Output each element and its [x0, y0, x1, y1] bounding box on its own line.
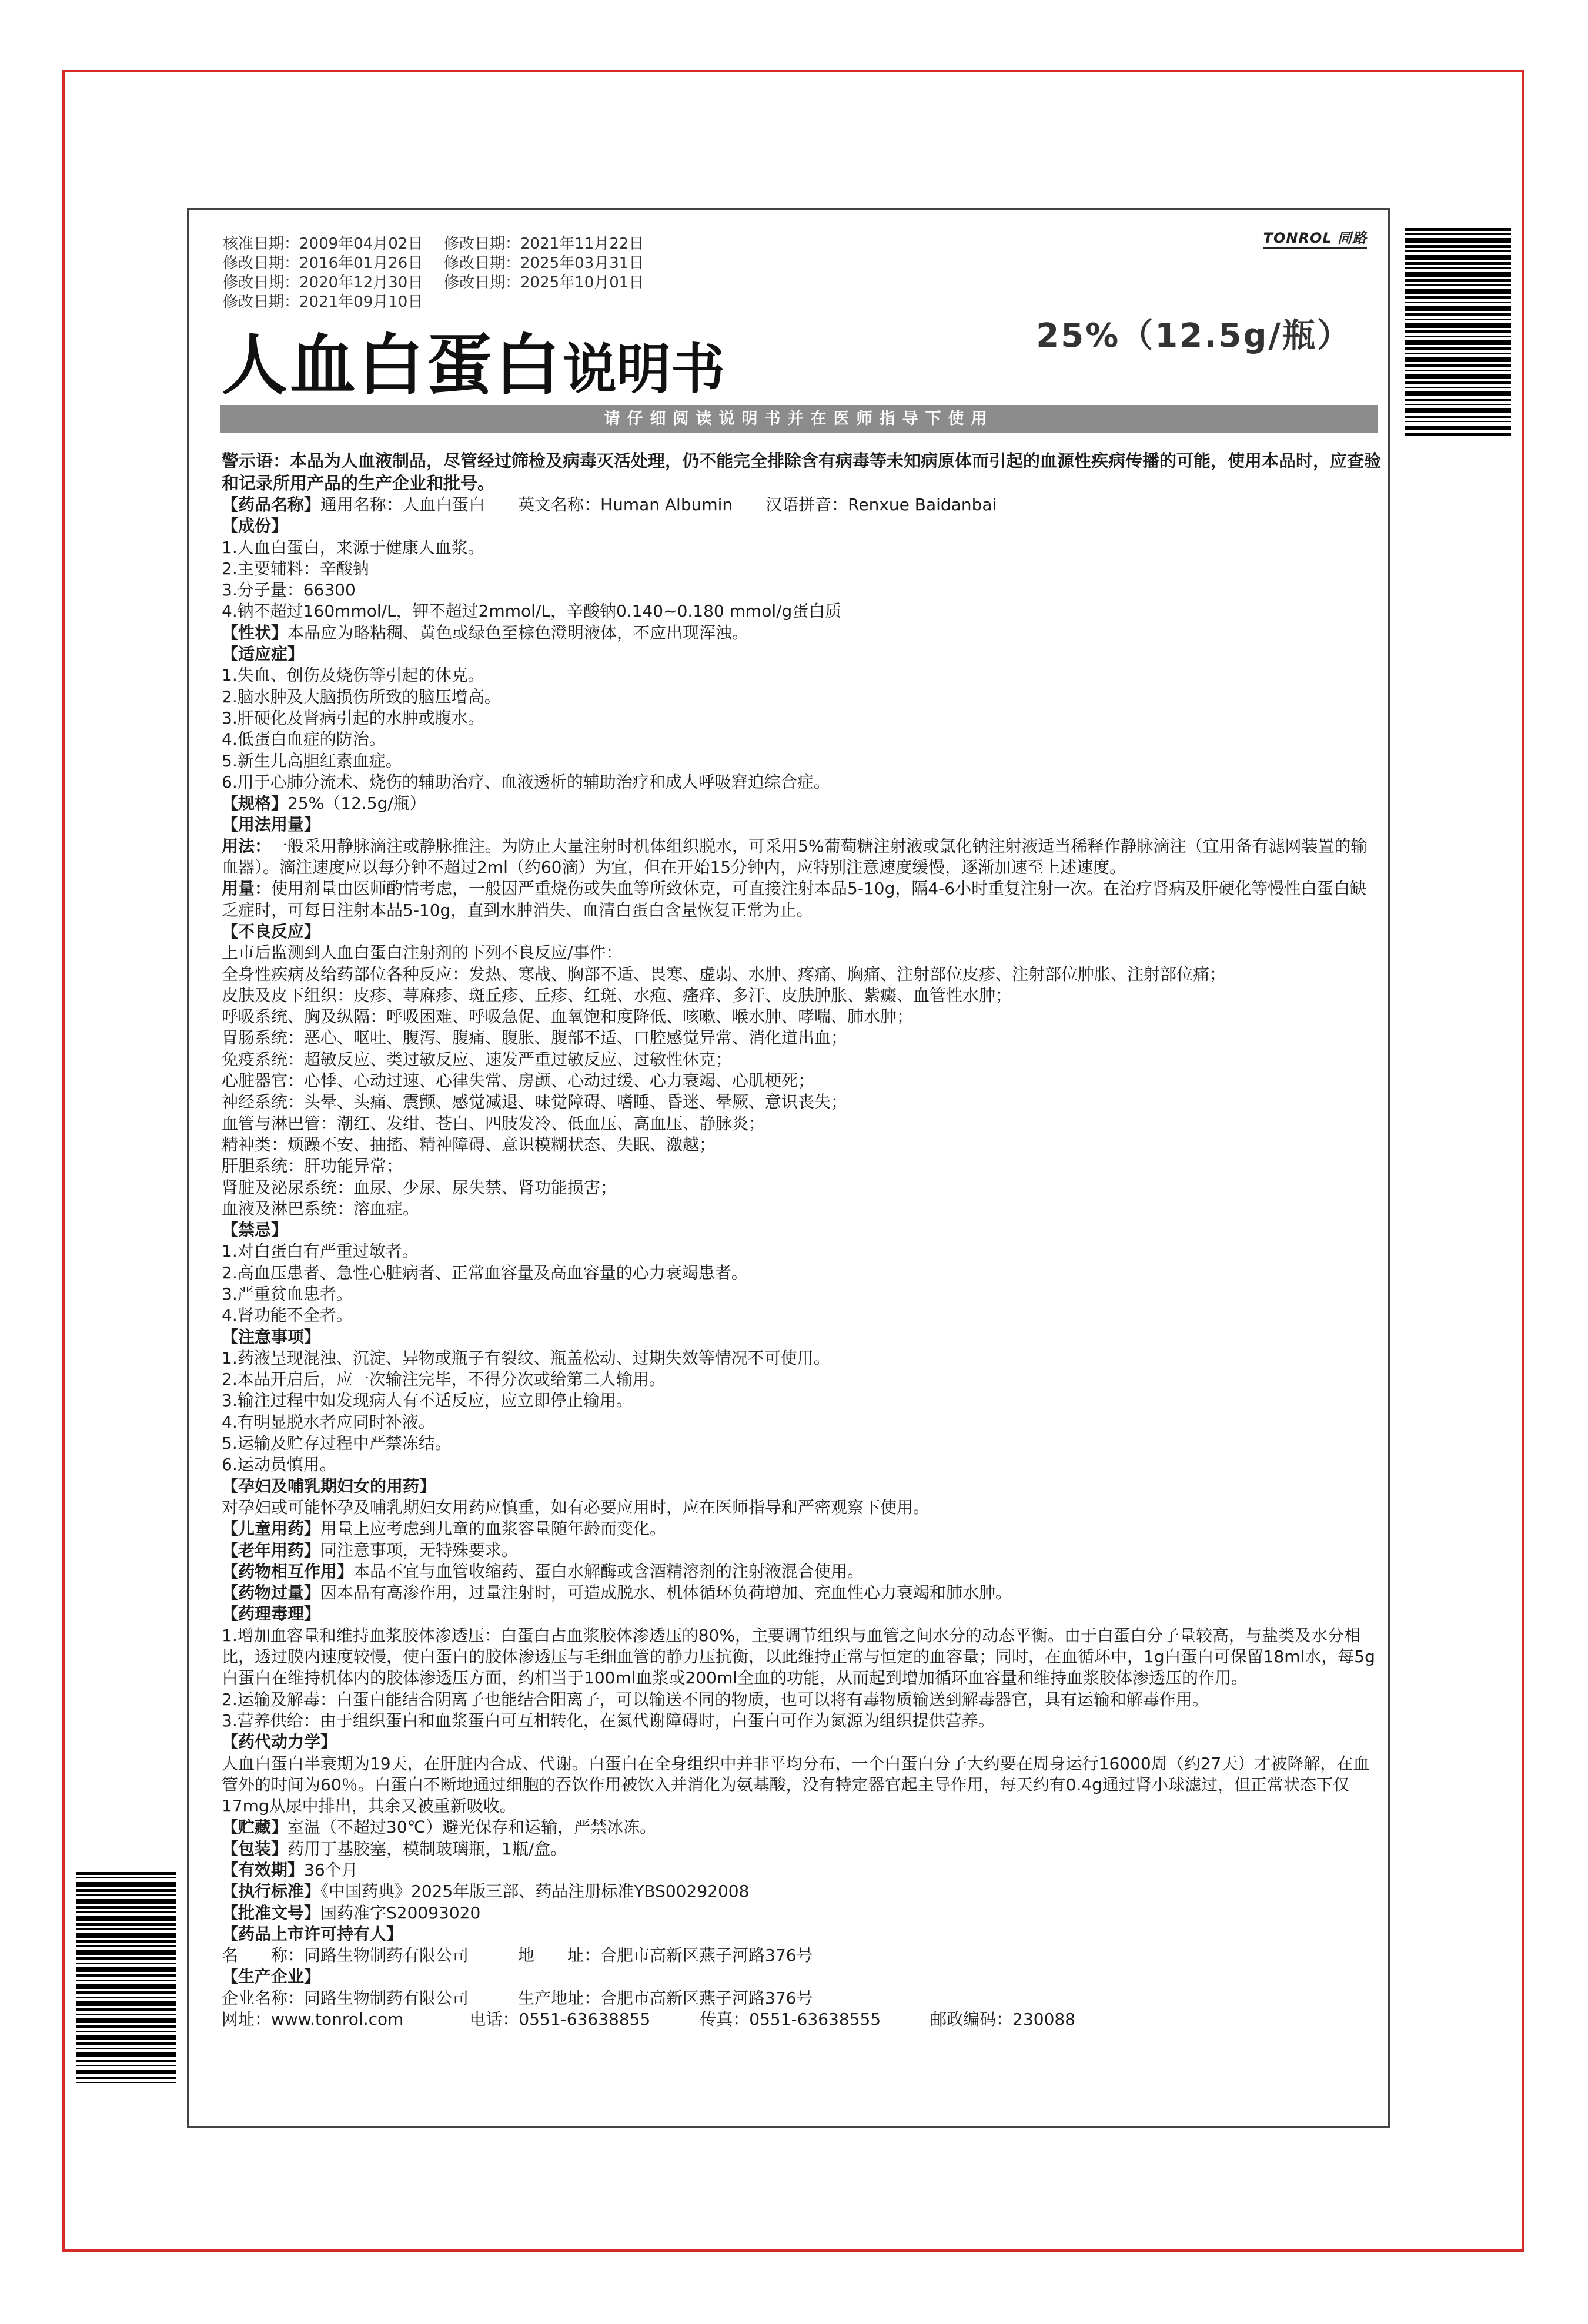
section-text: 2.运输及解毒：白蛋白能结合阴离子也能结合阳离子，可以输送不同的物质，也可以将有毒物质输送到解毒器官，具有运输和解毒作用。	[222, 1689, 1209, 1709]
section-text: 3.输注过程中如发现病人有不适反应，应立即停止输用。	[222, 1391, 633, 1411]
section-text: 肾脏及泌尿系统：血尿、少尿、尿失禁、肾功能损害；	[222, 1177, 617, 1197]
section-text: 因本品有高渗作用，过量注射时，可造成脱水、机体循环负荷增加、充血性心力衰竭和肺水肿。	[320, 1583, 1012, 1603]
section-lines	[222, 494, 1381, 2030]
section-line	[222, 1582, 1381, 1603]
section-heading: 【药物相互作用】	[222, 1561, 354, 1581]
body-line	[222, 1091, 1381, 1113]
section-text: 名 称：同路生物制药有限公司 地 址：合肥市高新区燕子河路376号	[222, 1945, 813, 1965]
section-heading: 【儿童用药】	[222, 1519, 321, 1539]
section-heading: 【生产企业】	[222, 1967, 321, 1987]
document-title	[222, 313, 725, 407]
body-line	[222, 1241, 1381, 1262]
section-line	[222, 1220, 1381, 1241]
section-line	[222, 1540, 1381, 1561]
section-text: 血管与淋巴管：潮红、发绀、苍白、四肢发冷、低血压、高血压、静脉炎；	[222, 1113, 765, 1133]
section-heading: 【药品上市许可持有人】	[222, 1924, 403, 1944]
section-line	[222, 836, 1381, 879]
section-heading: 用法：	[222, 836, 272, 856]
section-text: 使用剂量由医师酌情考虑，一般因严重烧伤或失血等所致休克，可直接注射本品5-10g，隔4-6小时重复注射一次。在治疗肾病及肝硬化等慢性白蛋白缺乏症时，可每日注射本品5-10g，直到水肿消失、血清白蛋白含量恢复正常为止。	[222, 879, 1367, 920]
body-line	[222, 1134, 1381, 1156]
section-heading: 【不良反应】	[222, 921, 321, 941]
section-text: 5.运输及贮存过程中严禁冻结。	[222, 1434, 452, 1454]
section-text: 同注意事项，无特殊要求。	[320, 1540, 519, 1560]
revision-dates	[223, 235, 644, 312]
body-line	[222, 1070, 1381, 1091]
section-heading: 用量：	[222, 879, 272, 899]
section-line	[222, 1903, 1381, 1924]
section-line	[222, 494, 1381, 515]
section-heading: 【药代动力学】	[222, 1732, 337, 1752]
section-text: 4.低蛋白血症的防治。	[222, 729, 386, 749]
section-line	[222, 1518, 1381, 1539]
section-text: 药用丁基胶塞，模制玻璃瓶，1瓶/盒。	[287, 1839, 567, 1858]
date-row: 修改日期：2020年12月30日 修改日期：2025年10月01日	[223, 274, 644, 292]
body-line	[222, 1454, 1381, 1475]
section-line	[222, 622, 1381, 644]
body-line	[222, 708, 1381, 729]
body-line	[222, 1198, 1381, 1220]
body-line	[222, 580, 1381, 601]
body-line	[222, 1390, 1381, 1411]
spec-heading: 25%（12.5g/瓶）	[1036, 317, 1352, 355]
body-line	[222, 1348, 1381, 1369]
body-line	[222, 1049, 1381, 1070]
drug-name-title: 人血白蛋白	[222, 327, 563, 404]
section-line	[222, 1966, 1381, 1987]
section-text: 3.严重贫血患者。	[222, 1284, 353, 1304]
barcode-left	[76, 1872, 176, 2084]
section-text: 《中国药典》2025年版三部、药品注册标准YBS00292008	[320, 1881, 750, 1901]
body-line	[222, 1412, 1381, 1433]
date-row: 修改日期：2016年01月26日 修改日期：2025年03月31日	[223, 254, 644, 272]
leaflet-sheet	[187, 208, 1390, 2128]
section-text: 1.对白蛋白有严重过敏者。	[222, 1241, 419, 1261]
section-heading: 【适应症】	[222, 644, 305, 664]
body-line	[222, 1433, 1381, 1454]
body-line	[222, 537, 1381, 558]
section-line	[222, 1839, 1381, 1860]
body-line	[222, 1177, 1381, 1198]
section-text: 精神类：烦躁不安、抽搐、精神障碍、意识模糊状态、失眠、激越；	[222, 1134, 716, 1154]
title-suffix: 说明书	[563, 338, 726, 401]
body-line	[222, 1625, 1381, 1689]
notice-bar: 请仔细阅读说明书并在医师指导下使用	[220, 405, 1378, 433]
section-heading: 【药理毒理】	[222, 1604, 321, 1624]
section-heading: 【包装】	[222, 1839, 288, 1858]
body-line	[222, 2009, 1381, 2030]
body-line	[222, 1369, 1381, 1390]
section-text: 神经系统：头晕、头痛、震颤、感觉减退、味觉障碍、嗜睡、昏迷、晕厥、意识丧失；	[222, 1092, 848, 1112]
leaflet-body	[222, 450, 1381, 2030]
body-line	[222, 1006, 1381, 1027]
section-line	[222, 1817, 1381, 1838]
section-line	[222, 1732, 1381, 1753]
section-heading: 【规格】	[222, 793, 288, 813]
section-text: 室温（不超过30℃）避光保存和运输，严禁冰冻。	[287, 1817, 657, 1837]
body-line	[222, 985, 1381, 1006]
body-line	[222, 964, 1381, 985]
section-line	[222, 1327, 1381, 1348]
body-line	[222, 751, 1381, 772]
section-text: 一般采用静脉滴注或静脉推注。为防止大量注射时机体组织脱水，可采用5%葡萄糖注射液或氯化钠注射液适当稀释作静脉滴注（宜用备有滤网装置的输血器）。滴注速度应以每分钟不超过2ml（约60滴）为宜，但在开始15分钟内，应特别注意速度缓慢，逐渐加速至上述速度。	[222, 836, 1368, 878]
section-text: 用量上应考虑到儿童的血浆容量随年龄而变化。	[320, 1519, 667, 1539]
section-line	[222, 1881, 1381, 1902]
body-line	[222, 1284, 1381, 1305]
section-text: 呼吸系统、胸及纵隔：呼吸困难、呼吸急促、血氧饱和度降低、咳嗽、喉水肿、哮喘、肺水肿；	[222, 1007, 914, 1027]
section-heading: 【成份】	[222, 516, 288, 536]
section-line	[222, 793, 1381, 814]
section-text: 免疫系统：超敏反应、类过敏反应、速发严重过敏反应、过敏性休克；	[222, 1049, 733, 1069]
section-text: 3.分子量：66300	[222, 580, 356, 600]
warning-text: 警示语：本品为人血液制品，尽管经过筛检及病毒灭活处理，仍不能完全排除含有病毒等未知病原体而引起的血源性疾病传播的可能，使用本品时，应查验和记录所用产品的生产企业和批号。	[222, 451, 1382, 493]
section-text: 5.新生儿高胆红素血症。	[222, 751, 402, 771]
section-text: 2.本品开启后，应一次输注完毕，不得分次或给第二人输用。	[222, 1369, 666, 1389]
section-text: 本品应为略粘稠、黄色或绿色至棕色澄明液体，不应出现浑浊。	[287, 622, 749, 642]
date-row: 核准日期：2009年04月02日 修改日期：2021年11月22日	[223, 235, 644, 253]
section-text: 通用名称：人血白蛋白 英文名称：Human Albumin 汉语拼音：Renxue Baidanbai	[320, 495, 997, 514]
section-text: 25%（12.5g/瓶）	[287, 793, 426, 813]
section-text: 网址：www.tonrol.com 电话：0551-63638855 传真：0551-63638555 邮政编码：230088	[222, 2010, 1076, 2030]
barcode-right	[1405, 228, 1511, 438]
section-line	[222, 1603, 1381, 1625]
section-text: 国药准字S20093020	[320, 1903, 481, 1923]
section-text: 人血白蛋白半衰期为19天，在肝脏内合成、代谢。白蛋白在全身组织中并非平均分布，一个白蛋白分子大约要在周身运行16000周（约27天）才被降解，在血管外的时间为60％。白蛋白不断地通过细胞的吞饮作用被饮入并消化为氨基酸，没有特定器官起主导作用，每天约有0.4g通过肾小球滤过，但正常状态下仅17mg从尿中排出，其余又被重新吸收。	[222, 1753, 1370, 1816]
section-line	[222, 814, 1381, 835]
section-heading: 【药品名称】	[222, 495, 321, 514]
section-line	[222, 921, 1381, 942]
section-text: 4.有明显脱水者应同时补液。	[222, 1412, 435, 1432]
section-text: 36个月	[304, 1860, 358, 1880]
section-text: 皮肤及皮下组织：皮疹、荨麻疹、斑丘疹、丘疹、红斑、水疱、瘙痒、多汗、皮肤肿胀、紫癜、血管性水肿；	[222, 985, 1012, 1005]
section-heading: 【性状】	[222, 622, 288, 642]
section-text: 6.运动员慎用。	[222, 1455, 336, 1475]
body-line	[222, 1497, 1381, 1518]
brand-logo: TONROL 同路	[1263, 226, 1367, 249]
section-text: 胃肠系统：恶心、呕吐、腹泻、腹痛、腹胀、腹部不适、口腔感觉异常、消化道出血；	[222, 1028, 848, 1048]
section-heading: 【老年用药】	[222, 1540, 321, 1560]
section-text: 1.增加血容量和维持血浆胶体渗透压：白蛋白占血浆胶体渗透压的80%，主要调节组织与血管之间水分的动态平衡。由于白蛋白分子量较高，与盐类及水分相比，透过膜内速度较慢，使白蛋白的胶体渗透压与毛细血管的静力压抗衡，以此维持正常与恒定的血容量；同时，在血循环中，1g白蛋白可保留18ml水，每5g白蛋白在维持机体内的胶体渗透压方面，约相当于100ml血浆或200ml全血的功能，从而起到增加循环血容量和维持血浆胶体渗透压的作用。	[222, 1625, 1375, 1688]
section-text: 血液及淋巴系统：溶血症。	[222, 1198, 420, 1218]
section-text: 3.营养供给：由于组织蛋白和血浆蛋白可互相转化，在氮代谢障碍时，白蛋白可作为氮源为组织提供营养。	[222, 1710, 995, 1730]
section-line	[222, 1860, 1381, 1881]
body-line	[222, 1263, 1381, 1284]
section-text: 2.主要辅料：辛酸钠	[222, 558, 369, 578]
body-line	[222, 1988, 1381, 2009]
date-row: 修改日期：2021年09月10日	[223, 293, 423, 311]
section-text: 对孕妇或可能怀孕及哺乳期妇女用药应慎重，如有必要应用时，应在医师指导和严密观察下使用。	[222, 1497, 930, 1517]
section-text: 2.高血压患者、急性心脏病者、正常血容量及高血容量的心力衰竭患者。	[222, 1263, 748, 1282]
section-text: 4.肾功能不全者。	[222, 1305, 353, 1325]
body-line	[222, 1156, 1381, 1177]
section-heading: 【批准文号】	[222, 1903, 321, 1923]
section-line	[222, 644, 1381, 665]
section-text: 全身性疾病及给药部位各种反应：发热、寒战、胸部不适、畏寒、虚弱、水肿、疼痛、胸痛、注射部位皮疹、注射部位肿胀、注射部位痛；	[222, 964, 1226, 984]
body-line	[222, 942, 1381, 963]
section-text: 上市后监测到人血白蛋白注射剂的下列不良反应/事件：	[222, 943, 623, 963]
section-text: 本品不宜与血管收缩药、蛋白水解酶或含酒精溶剂的注射液混合使用。	[353, 1561, 864, 1581]
body-line	[222, 772, 1381, 793]
body-line	[222, 1113, 1381, 1134]
section-line	[222, 1476, 1381, 1497]
section-text: 4.钠不超过160mmol/L，钾不超过2mmol/L，辛酸钠0.140~0.180 mmol/g蛋白质	[222, 601, 842, 621]
body-line	[222, 665, 1381, 686]
section-line	[222, 515, 1381, 537]
body-line	[222, 687, 1381, 708]
body-line	[222, 1753, 1381, 1817]
section-heading: 【注意事项】	[222, 1327, 321, 1347]
body-line	[222, 558, 1381, 580]
section-text: 1.人血白蛋白，来源于健康人血浆。	[222, 537, 484, 557]
section-heading: 【禁忌】	[222, 1220, 288, 1240]
section-text: 2.脑水肿及大脑损伤所致的脑压增高。	[222, 687, 501, 706]
section-text: 心脏器官：心悸、心动过速、心律失常、房颤、心动过缓、心力衰竭、心肌梗死；	[222, 1071, 815, 1091]
body-line	[222, 1305, 1381, 1326]
body-line	[222, 1689, 1381, 1710]
section-text: 3.肝硬化及肾病引起的水肿或腹水。	[222, 708, 484, 728]
section-text: 1.失血、创伤及烧伤等引起的休克。	[222, 665, 484, 685]
section-line	[222, 878, 1381, 921]
section-heading: 【执行标准】	[222, 1881, 321, 1901]
body-line	[222, 729, 1381, 750]
section-heading: 【贮藏】	[222, 1817, 288, 1837]
body-line	[222, 1710, 1381, 1732]
section-heading: 【孕妇及哺乳期妇女的用药】	[222, 1476, 436, 1496]
section-heading: 【有效期】	[222, 1860, 305, 1880]
section-text: 肝胆系统：肝功能异常；	[222, 1156, 403, 1176]
section-text: 6.用于心肺分流术、烧伤的辅助治疗、血液透析的辅助治疗和成人呼吸窘迫综合症。	[222, 772, 830, 792]
body-line	[222, 1027, 1381, 1049]
body-line	[222, 601, 1381, 622]
section-heading: 【用法用量】	[222, 815, 321, 835]
section-text: 1.药液呈现混浊、沉淀、异物或瓶子有裂纹、瓶盖松动、过期失效等情况不可使用。	[222, 1348, 830, 1368]
section-text: 企业名称：同路生物制药有限公司 生产地址：合肥市高新区燕子河路376号	[222, 1988, 813, 2008]
body-line	[222, 1945, 1381, 1966]
section-line	[222, 1561, 1381, 1582]
section-heading: 【药物过量】	[222, 1583, 321, 1603]
section-line	[222, 1924, 1381, 1945]
